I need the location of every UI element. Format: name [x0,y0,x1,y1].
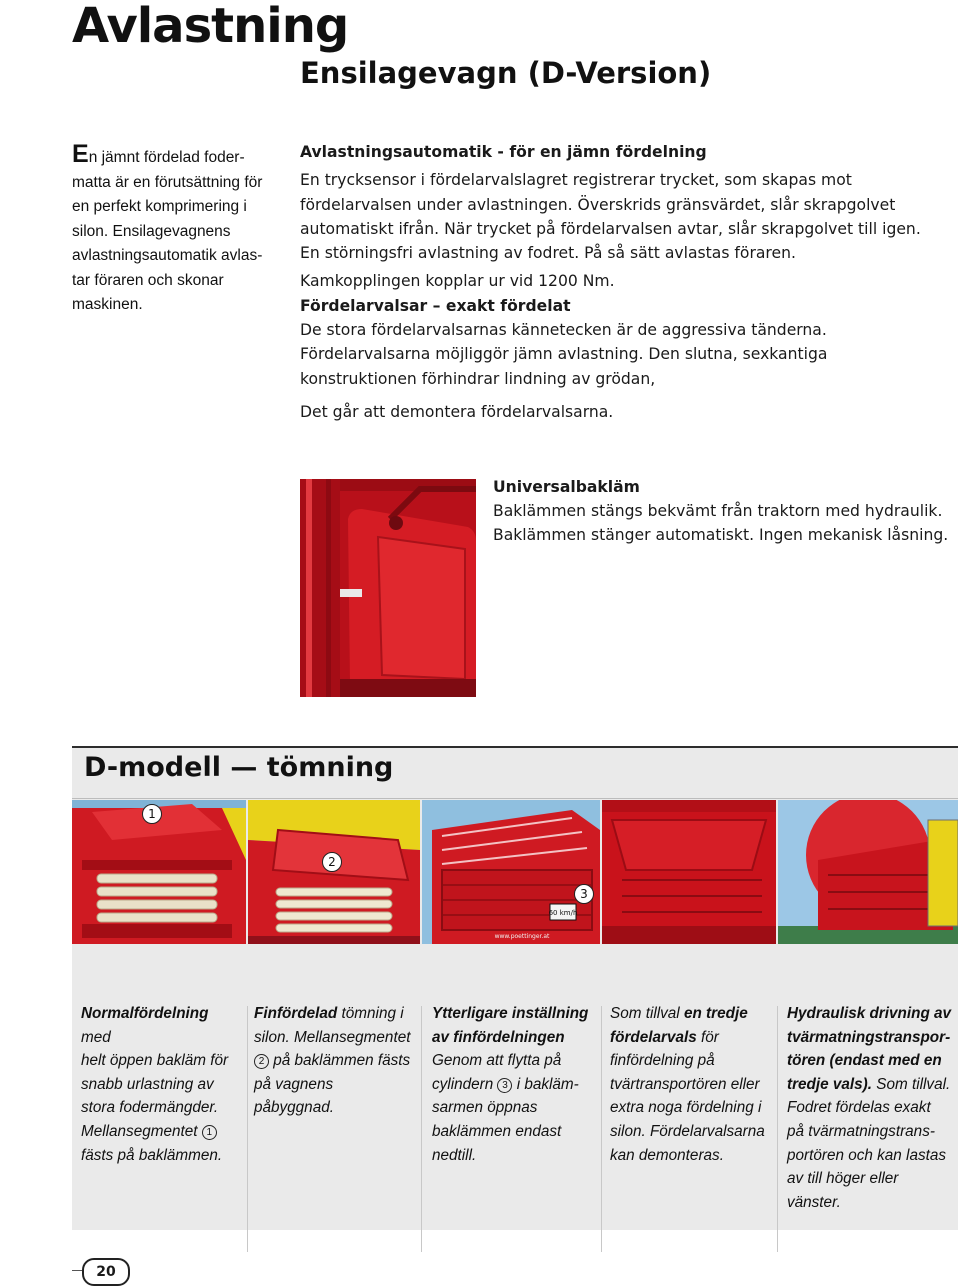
wagon-photo-4 [602,800,776,944]
universal-text: Universalbakläm Baklämmen stängs bekvämt från traktorn med hydraulik. Baklämmen stänger automatiskt. Ingen mekanisk låsning. [493,475,953,547]
section-heading-universal: Universalbakläm [493,478,640,496]
number-marker: 3 [497,1078,512,1093]
tailgate-photo [300,479,476,697]
caption-third-roller: Som tillval en tredje fördelarvals för finfördelning på tvärtransportören eller extra noga fördelning i silon. Fördelarvalsarna kan demonteras. [610,1005,765,1164]
wagon-photo-1 [72,800,246,944]
speed-sign: 60 km/h [548,909,578,917]
divider [72,746,958,748]
brand-url: www.poettinger.at [494,933,550,940]
d-model-panel [72,746,958,1230]
paragraph-sensor: En trycksensor i fördelarvalslagret registrerar trycket, som skapas mot fördelarvalsen under avlastningen. Överskrids gränsvärdet, slår skrapgolvet automatiskt ifrån. När trycket på fördelarvalsen avtar, slår skrapgolvet till igen. En störningsfri avlastning av fodret. På så sätt avlastas föraren. [300,171,921,263]
wagon-photo-2 [248,800,420,944]
wagon-photo-5 [778,800,958,944]
number-marker: 1 [202,1125,217,1140]
main-text [300,140,940,424]
divider [777,1006,778,1252]
page-title: Avlastning [72,0,349,54]
caption-adjustment: Ytterligare inställning av finfördelningen Genom att flytta på cylindern 3 i bakläm- sarmen öppnas baklämmen endast nedtill. [432,1005,589,1164]
paragraph-kamkoppling: Kamkopplingen kopplar ur vid 1200 Nm. [300,272,615,291]
marker-1: 1 [142,804,162,824]
d-model-photo-strip [72,800,958,944]
section-heading-fordelarvalsar: Fördelarvalsar – exakt fördelat [300,296,571,315]
intro-text: En jämnt fördelad foder- matta är en förutsättning för en perfekt komprimering i silon. Ensilagevagnens avlastningsautomatik avlas- tar föraren och skonar maskinen. [72,140,263,313]
wagon-photo-3 [422,800,600,944]
caption-normal: Normalfördelning med helt öppen bakläm för snabb urlastning av stora fodermängder. Mellansegmentet 1 fästs på baklämmen. [81,1005,229,1164]
drop-cap: E [72,140,89,168]
number-marker: 2 [254,1054,269,1069]
caption-fine: Finfördelad tömning i silon. Mellansegmentet 2 på baklämmen fästs på vagnens påbyggnad. [254,1005,411,1117]
section-heading-automatik: Avlastningsautomatik - för en jämn fördelning [300,143,707,161]
divider [247,1006,248,1252]
paragraph-demontera: Det går att demontera fördelarvalsarna. [300,402,614,421]
d-model-title: D-modell — tömning [84,752,394,783]
marker-3: 3 [574,884,594,904]
page-number: 20 [82,1258,130,1286]
page-subtitle: Ensilagevagn (D-Version) [300,56,712,90]
divider [72,798,958,799]
marker-2: 2 [322,852,342,872]
divider [601,1006,602,1252]
caption-hydraulic: Hydraulisk drivning av tvärmatningstranspor- tören (endast med en tredje vals). Som tillval. Fodret fördelas exakt på tvärmatningstrans- portören och kan lastas av till höger eller vänster. [787,1005,952,1211]
divider [421,1006,422,1252]
paragraph-fordelarvalsar: De stora fördelarvalsarnas kännetecken är de aggressiva tänderna. Fördelarvalsarna möjliggör jämn avlastning. Den slutna, sexkantiga konstruktionen förhindrar lindning av grödan, [300,321,828,388]
